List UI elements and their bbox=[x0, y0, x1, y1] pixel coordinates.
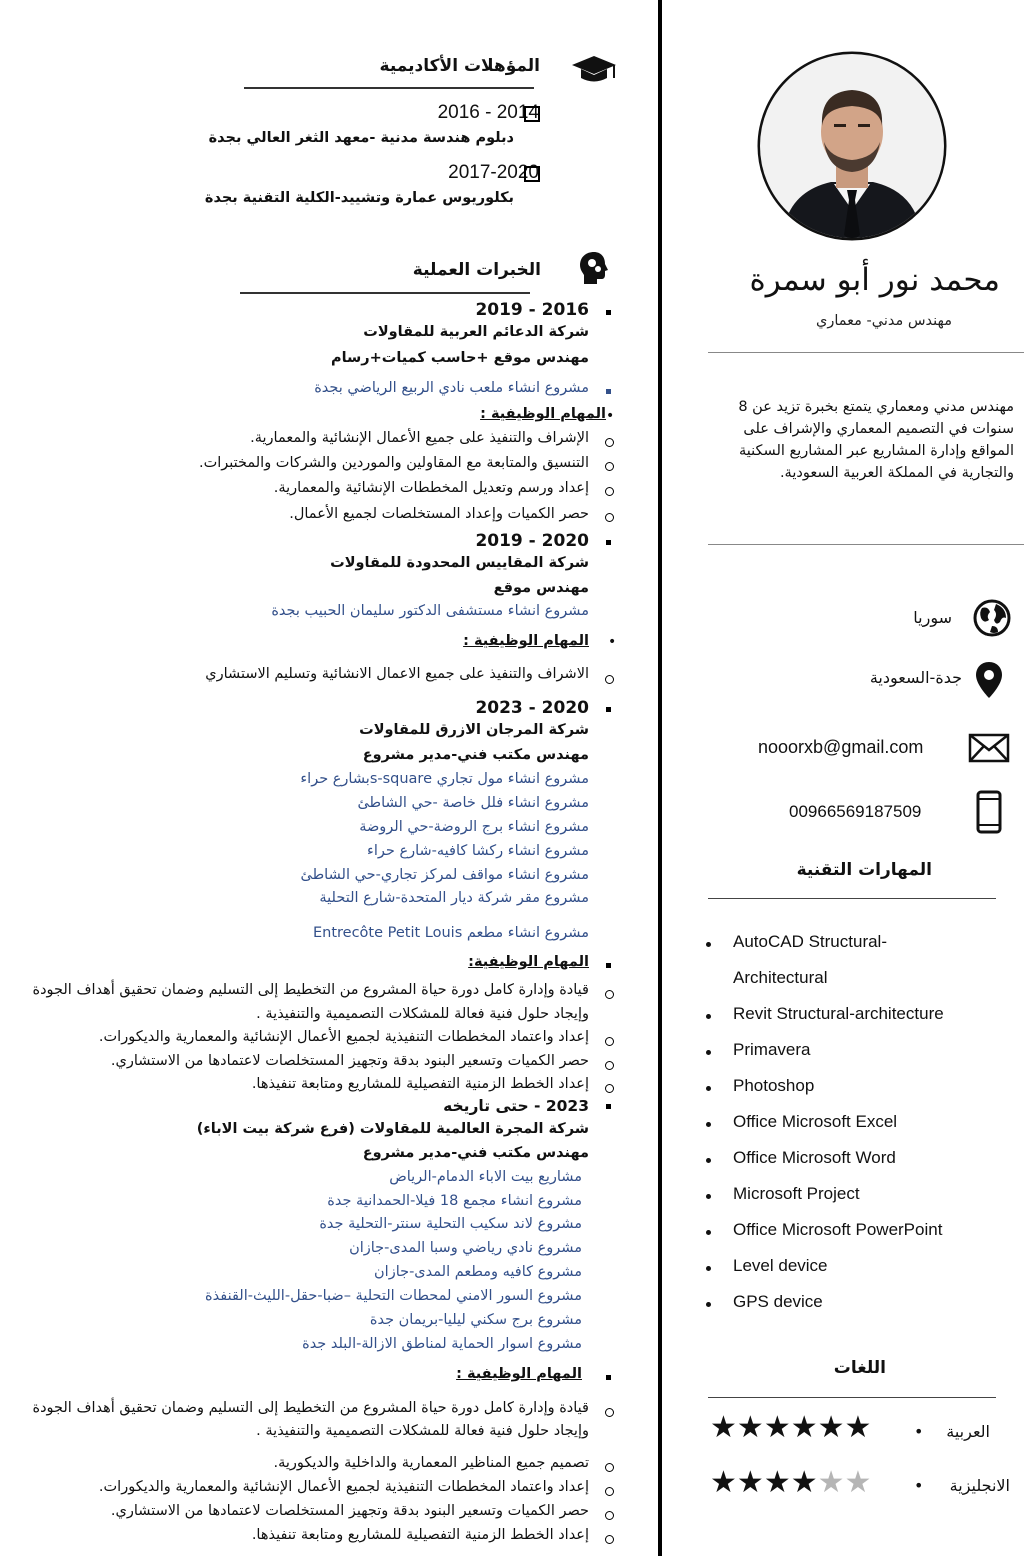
summary-line: سنوات في التصميم المعماري والإشراف على bbox=[743, 421, 1014, 437]
skill-bullet-icon bbox=[706, 1266, 711, 1271]
skill-item: Office Microsoft PowerPoint bbox=[733, 1220, 943, 1239]
skill-item: Microsoft Project bbox=[733, 1184, 860, 1203]
task-item: حصر الكميات وتسعير البنود بدقة وتجهيز المستخلصات لاعتمادها من الاستشاري. bbox=[110, 1503, 589, 1519]
tasks-label: المهام الوظيفية : bbox=[456, 1366, 582, 1382]
contact-country: سوريا bbox=[913, 608, 952, 627]
education-heading: المؤهلات الأكاديمية bbox=[379, 56, 540, 76]
skill-item: Architectural bbox=[733, 968, 828, 987]
location-pin-icon bbox=[974, 660, 1004, 700]
divider bbox=[708, 1397, 996, 1398]
task-item: إعداد واعتماد المخططات التنفيذية لجميع الأعمال الإنشائية والمعمارية والديكورات. bbox=[98, 1479, 589, 1495]
job-role: مهندس مكتب فني-مدير مشروع bbox=[362, 1145, 589, 1161]
language-bullet-icon: • bbox=[914, 1476, 924, 1495]
dot-bullet-icon: • bbox=[606, 408, 615, 424]
skill-bullet-icon bbox=[706, 1086, 711, 1091]
skill-item: Office Microsoft Excel bbox=[733, 1112, 898, 1131]
star-filled-icon: ★ bbox=[710, 1410, 737, 1445]
task-item: قيادة وإدارة كامل دورة حياة المشروع من التخطيط إلى التسليم وضمان تحقيق أهداف الجودة bbox=[32, 1400, 589, 1416]
job-years: 2023 - حتى تاريخه bbox=[443, 1097, 589, 1115]
graduation-cap-icon bbox=[570, 54, 618, 84]
skill-item: Primavera bbox=[733, 1040, 811, 1059]
skill-item: Level device bbox=[733, 1256, 828, 1275]
skill-bullet-icon bbox=[706, 942, 711, 947]
profile-summary bbox=[738, 396, 1014, 484]
job-company: شركة الدعائم العربية للمقاولات bbox=[363, 324, 589, 340]
square-bullet-icon bbox=[606, 707, 611, 712]
rating-stars bbox=[710, 1465, 872, 1500]
project-item: مشروع انشاء مواقف لمركز تجاري-حي الشاطئ bbox=[300, 867, 589, 883]
job-years: 2020 - 2023 bbox=[475, 698, 589, 718]
job-years: 2020 - 2019 bbox=[475, 531, 589, 551]
avatar bbox=[756, 50, 948, 242]
email-icon bbox=[968, 733, 1010, 763]
contact-email[interactable]: nooorxb@gmail.com bbox=[758, 737, 924, 757]
language-bullet-icon: • bbox=[914, 1422, 924, 1441]
education-years-2-text: 2017-2020 bbox=[448, 162, 539, 183]
language-name: العربية bbox=[946, 1422, 990, 1441]
education-underline bbox=[244, 87, 534, 89]
skill-bullet-icon bbox=[706, 1050, 711, 1055]
circle-bullet-icon bbox=[605, 1487, 614, 1496]
dot-bullet-icon: • bbox=[608, 634, 617, 650]
education-years-1-text: 2016 - 2014 bbox=[437, 102, 539, 123]
skill-bullet-icon bbox=[706, 1230, 711, 1235]
star-empty-icon: ★ bbox=[844, 1465, 872, 1500]
circle-bullet-icon bbox=[605, 1511, 614, 1520]
project-item: مشروع انشاء ركشا كافيه-شارع حراء bbox=[367, 843, 589, 859]
star-filled-icon: ★ bbox=[844, 1410, 872, 1445]
job-role: مهندس موقع bbox=[493, 580, 589, 596]
experience-heading: الخبرات العملية bbox=[412, 260, 541, 280]
divider bbox=[708, 544, 1024, 545]
divider bbox=[708, 352, 1024, 353]
circle-bullet-icon bbox=[605, 438, 614, 447]
star-filled-icon: ★ bbox=[790, 1410, 818, 1445]
task-item: الاشراف والتنفيذ على جميع الاعمال الانشائية وتسليم الاستشاري bbox=[205, 666, 589, 682]
summary-line: مهندس مدني ومعماري يتمتع بخبرة تزيد عن 8 bbox=[738, 399, 1014, 415]
circle-bullet-icon bbox=[605, 462, 614, 471]
star-filled-icon: ★ bbox=[817, 1410, 845, 1445]
star-filled-icon: ★ bbox=[736, 1410, 764, 1445]
star-filled-icon: ★ bbox=[763, 1410, 791, 1445]
project-item: مشروع برج سكني ليليا-بريمان جدة bbox=[369, 1312, 582, 1328]
circle-bullet-icon bbox=[605, 1037, 614, 1046]
task-item: قيادة وإدارة كامل دورة حياة المشروع من التخطيط إلى التسليم وضمان تحقيق أهداف الجودة bbox=[32, 982, 589, 998]
project-item: مشروع كافيه ومطعم المدى-جازان bbox=[374, 1264, 582, 1280]
project-item: مشروع مقر شركة ديار المتحدة-شارع التحلية bbox=[319, 890, 589, 906]
skill-bullet-icon bbox=[706, 1194, 711, 1199]
job-company: شركة المقاييس المحدودة للمقاولات bbox=[330, 555, 589, 571]
globe-icon bbox=[972, 598, 1012, 638]
circle-bullet-icon bbox=[605, 513, 614, 522]
task-item: إعداد واعتماد المخططات التنفيذية لجميع الأعمال الإنشائية والمعمارية والديكورات. bbox=[98, 1029, 589, 1045]
project-item: مشروع نادي رياضي وسبا المدى-جازان bbox=[349, 1240, 582, 1256]
skill-item: AutoCAD Structural- bbox=[733, 932, 887, 951]
star-filled-icon: ★ bbox=[790, 1465, 818, 1500]
task-item: التنسيق والمتابعة مع المقاولين والموردين والشركات والمختبرات. bbox=[198, 455, 589, 471]
square-bullet-icon bbox=[606, 389, 611, 394]
task-item: حصر الكميات وتسعير البنود بدقة وتجهيز المستخلصات لاعتمادها من الاستشاري. bbox=[110, 1053, 589, 1069]
tasks-label: المهام الوظيفية: bbox=[468, 954, 589, 970]
star-filled-icon: ★ bbox=[763, 1465, 791, 1500]
project-item: مشروع انشاء مطعم Entrecôte Petit Louis bbox=[312, 925, 589, 941]
profile-job-title: مهندس مدني- معماري bbox=[815, 313, 952, 329]
job-role: مهندس مكتب فني-مدير مشروع bbox=[362, 747, 589, 763]
square-bullet-icon bbox=[606, 540, 611, 545]
summary-line: والتجارية في المملكة العربية السعودية. bbox=[779, 465, 1014, 481]
circle-bullet-icon bbox=[605, 1084, 614, 1093]
project-item: مشروع السور الامني لمحطات التحلية –ضبا-حقل-الليث-القنفذة bbox=[205, 1288, 582, 1304]
circle-bullet-icon bbox=[605, 487, 614, 496]
project-item: مشاريع بيت الاباء الدمام-الرياض bbox=[389, 1169, 582, 1185]
phone-icon bbox=[975, 790, 1003, 834]
checkbox-icon bbox=[524, 106, 540, 122]
square-bullet-icon bbox=[606, 963, 611, 968]
education-degree-1: دبلوم هندسة مدنية -معهد الثغر العالي بجدة bbox=[208, 130, 514, 146]
experience-underline bbox=[240, 292, 530, 294]
education-degree-2: بكلوريوس عمارة وتشييد-الكلية التقنية بجدة bbox=[204, 190, 514, 206]
languages-heading: اللغات bbox=[833, 1358, 886, 1378]
square-bullet-icon bbox=[606, 1375, 611, 1380]
skill-item: Photoshop bbox=[733, 1076, 815, 1095]
contact-phone[interactable]: 00966569187509 bbox=[789, 802, 922, 821]
project-item: مشروع انشاء مول تجاري s-squareبشارع حراء bbox=[300, 771, 589, 787]
summary-line: المواقع وإدارة المشاريع عبر المشاريع السكنية bbox=[739, 443, 1014, 459]
divider bbox=[708, 898, 996, 899]
circle-bullet-icon bbox=[605, 1535, 614, 1544]
skill-bullet-icon bbox=[706, 1158, 711, 1163]
skill-item: GPS device bbox=[733, 1292, 823, 1311]
skill-item: Office Microsoft Word bbox=[733, 1148, 896, 1167]
job-role: مهندس موقع +حاسب كميات+رسام bbox=[330, 350, 589, 366]
star-filled-icon: ★ bbox=[736, 1465, 764, 1500]
star-filled-icon: ★ bbox=[710, 1465, 737, 1500]
square-bullet-icon bbox=[606, 310, 611, 315]
profile-name: محمد نور أبو سمرة bbox=[749, 262, 1000, 298]
skill-bullet-icon bbox=[706, 1302, 711, 1307]
task-item: الإشراف والتنفيذ على جميع الأعمال الإنشائية والمعمارية. bbox=[250, 430, 589, 446]
star-empty-icon: ★ bbox=[817, 1465, 845, 1500]
tasks-label: المهام الوظيفية : bbox=[463, 633, 589, 649]
project-item: مشروع انشاء مجمع 18 فيلا-الحمدانية جدة bbox=[327, 1193, 582, 1209]
task-item: إعداد الخطط الزمنية التفصيلية للمشاريع ومتابعة تنفيذها. bbox=[251, 1527, 589, 1543]
task-item: حصر الكميات وإعداد المستخلصات لجميع الأعمال. bbox=[289, 506, 589, 522]
square-bullet-icon bbox=[606, 1104, 611, 1109]
job-company: شركة المرجان الازرق للمقاولات bbox=[359, 722, 589, 738]
rating-stars bbox=[710, 1410, 872, 1445]
task-item: إعداد ورسم وتعديل المخططات الإنشائية والمعمارية. bbox=[273, 480, 589, 496]
skill-item: Revit Structural-architecture bbox=[733, 1004, 944, 1023]
circle-bullet-icon bbox=[605, 1463, 614, 1472]
task-item: تصميم جميع المناظير المعمارية والداخلية والديكورية. bbox=[273, 1455, 589, 1471]
circle-bullet-icon bbox=[605, 990, 614, 999]
skill-bullet-icon bbox=[706, 1014, 711, 1019]
project-item: مشروع انشاء برج الروضة-حي الروضة bbox=[359, 819, 589, 835]
project-item: مشروع انشاء مستشفى الدكتور سليمان الحبيب بجدة bbox=[271, 603, 589, 619]
tasks-label: المهام الوظيفية : bbox=[480, 406, 606, 422]
task-item: إعداد الخطط الزمنية التفصيلية للمشاريع ومتابعة تنفيذها. bbox=[251, 1076, 589, 1092]
language-name: الانجليزية bbox=[949, 1476, 1010, 1495]
project-item: مشروع انشاء فلل خاصة -حي الشاطئ bbox=[357, 795, 589, 811]
skill-bullet-icon bbox=[706, 1122, 711, 1127]
skills-heading: المهارات التقنية bbox=[796, 860, 932, 880]
contact-location: جدة-السعودية bbox=[869, 668, 962, 687]
task-item: وإيجاد حلول فنية فعالة للمشكلات التصميمية والتنفيذية . bbox=[256, 1006, 589, 1022]
task-item: وإيجاد حلول فنية فعالة للمشكلات التصميمية والتنفيذية . bbox=[256, 1423, 589, 1439]
circle-bullet-icon bbox=[605, 1061, 614, 1070]
circle-bullet-icon bbox=[605, 1408, 614, 1417]
project-item: مشروع انشاء ملعب نادي الربيع الرياضي بجدة bbox=[314, 380, 589, 396]
head-gears-icon bbox=[577, 250, 611, 286]
circle-bullet-icon bbox=[605, 675, 614, 684]
checkbox-icon bbox=[524, 166, 540, 182]
project-item: مشروع اسوار الحماية لمناطق الازالة-البلد جدة bbox=[302, 1336, 582, 1352]
job-company: شركة المجرة العالمية للمقاولات (فرع شركة بيت الاباء) bbox=[196, 1121, 589, 1137]
job-years: 2016 - 2019 bbox=[475, 300, 589, 320]
project-item: مشروع لاند سكيب التحلية سنتر-التحلية جدة bbox=[319, 1216, 582, 1232]
